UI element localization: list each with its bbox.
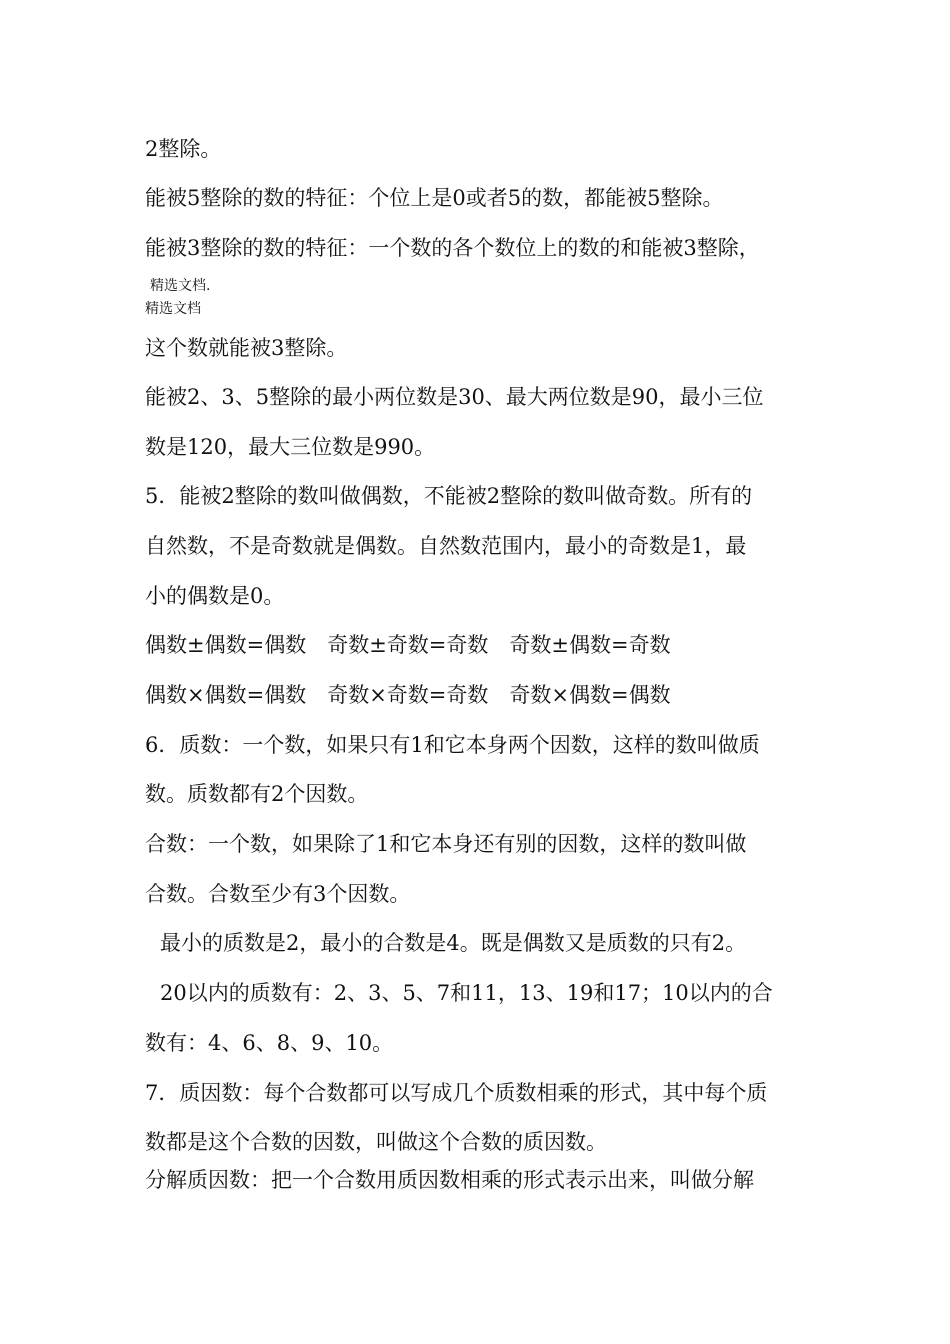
- text-line: 7．质因数：每个合数都可以写成几个质数相乘的形式，其中每个质: [145, 1081, 768, 1105]
- text-line: 20以内的质数有：2、3、5、7和11，13、19和17；10以内的合: [160, 981, 773, 1005]
- text-line: 小的偶数是0。: [145, 584, 285, 608]
- page-footer-note: 精选文档.: [150, 278, 211, 294]
- text-line: 合数。合数至少有3个因数。: [145, 882, 411, 906]
- text-line: 数是120，最大三位数是990。: [145, 435, 436, 459]
- text-line: 数有：4、6、8、9、10。: [145, 1031, 394, 1055]
- text-line: 偶数×偶数=偶数 奇数×奇数=奇数 奇数×偶数=偶数: [145, 683, 671, 707]
- text-line: 数。质数都有2个因数。: [145, 782, 369, 806]
- text-line: 偶数±偶数=偶数 奇数±奇数=奇数 奇数±偶数=奇数: [145, 633, 671, 657]
- text-line: 数都是这个合数的因数，叫做这个合数的质因数。: [145, 1130, 607, 1154]
- page-header-note: 精选文档: [145, 301, 201, 317]
- text-line: 这个数就能被3整除。: [145, 336, 348, 360]
- text-line: 自然数，不是奇数就是偶数。自然数范围内，最小的奇数是1，最: [145, 534, 747, 558]
- text-line: 2整除。: [145, 137, 222, 161]
- text-line: 最小的质数是2，最小的合数是4。既是偶数又是质数的只有2。: [160, 931, 747, 955]
- text-line: 合数：一个数，如果除了1和它本身还有别的因数，这样的数叫做: [145, 832, 747, 856]
- text-line: 6．质数：一个数，如果只有1和它本身两个因数，这样的数叫做质: [145, 733, 760, 757]
- text-line: 5．能被2整除的数叫做偶数，不能被2整除的数叫做奇数。所有的: [145, 484, 753, 508]
- text-line: 能被2、3、5整除的最小两位数是30、最大两位数是90，最小三位: [145, 385, 764, 409]
- text-line: 能被3整除的数的特征：一个数的各个数位上的数的和能被3整除，: [145, 236, 760, 260]
- text-line: 分解质因数：把一个合数用质因数相乘的形式表示出来，叫做分解: [145, 1168, 754, 1192]
- text-line: 能被5整除的数的特征：个位上是0或者5的数，都能被5整除。: [145, 186, 724, 210]
